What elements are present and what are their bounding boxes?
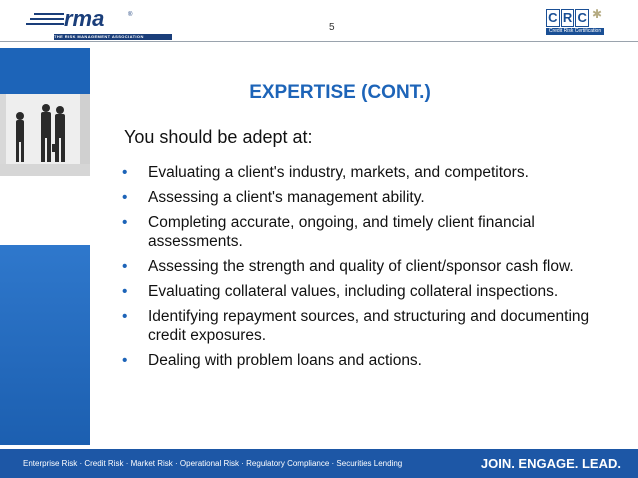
bullet-text: Assessing the strength and quality of client/sponsor cash flow. (148, 258, 574, 275)
crc-letter: R (561, 9, 575, 27)
list-item (118, 188, 618, 207)
slide-intro: You should be adept at: (124, 127, 313, 147)
rma-logo-mark (26, 7, 138, 37)
rma-registered-mark: ® (128, 12, 133, 18)
page-number: 5 (329, 22, 335, 33)
crc-logo (546, 9, 604, 35)
list-item (118, 282, 618, 301)
rma-logo-text: rma (64, 7, 105, 31)
crc-letter: C (575, 9, 589, 27)
left-accent-bar-bottom (0, 245, 90, 445)
bullet-icon: • (122, 189, 128, 206)
bullet-icon: • (122, 258, 128, 275)
business-people-photo (0, 94, 90, 176)
rma-logo (26, 7, 144, 39)
bullet-icon: • (122, 352, 128, 369)
bullet-icon: • (122, 164, 128, 181)
list-item (118, 213, 618, 251)
list-item (118, 351, 618, 370)
slide-header (0, 0, 638, 42)
slide-footer (0, 449, 638, 478)
list-item (118, 307, 618, 345)
left-accent-bar-top (0, 48, 90, 94)
rma-tagline: THE RISK MANAGEMENT ASSOCIATION (54, 34, 172, 40)
business-people-illustration (0, 94, 90, 176)
bullet-icon: • (122, 283, 128, 300)
bullet-icon: • (122, 214, 128, 231)
list-item (118, 163, 618, 182)
bullet-text: Assessing a client's management ability. (148, 189, 425, 206)
bullet-text: Evaluating collateral values, including collateral inspections. (148, 283, 559, 300)
footer-tagline: JOIN. ENGAGE. LEAD. (480, 456, 621, 471)
crc-star-icon: ✱ (592, 7, 603, 21)
crc-letters (546, 9, 590, 27)
bullet-text: Completing accurate, ongoing, and timely client financial assessments. (148, 214, 535, 250)
bullet-text: Dealing with problem loans and actions. (148, 352, 422, 369)
header-divider (0, 41, 638, 42)
list-item (118, 257, 618, 276)
crc-subtitle: Credit Risk Certification (546, 28, 604, 35)
footer-topics: Enterprise Risk · Credit Risk · Market Risk · Operational Risk · Regulatory Compliance · Securities Lending (23, 459, 403, 468)
crc-letter: C (546, 9, 560, 27)
bullet-list (118, 163, 618, 376)
slide-title: EXPERTISE (CONT.) (249, 82, 431, 103)
bullet-text: Identifying repayment sources, and structuring and documenting credit exposures. (148, 308, 590, 344)
bullet-text: Evaluating a client's industry, markets, and competitors. (148, 164, 529, 181)
bullet-icon: • (122, 308, 128, 325)
